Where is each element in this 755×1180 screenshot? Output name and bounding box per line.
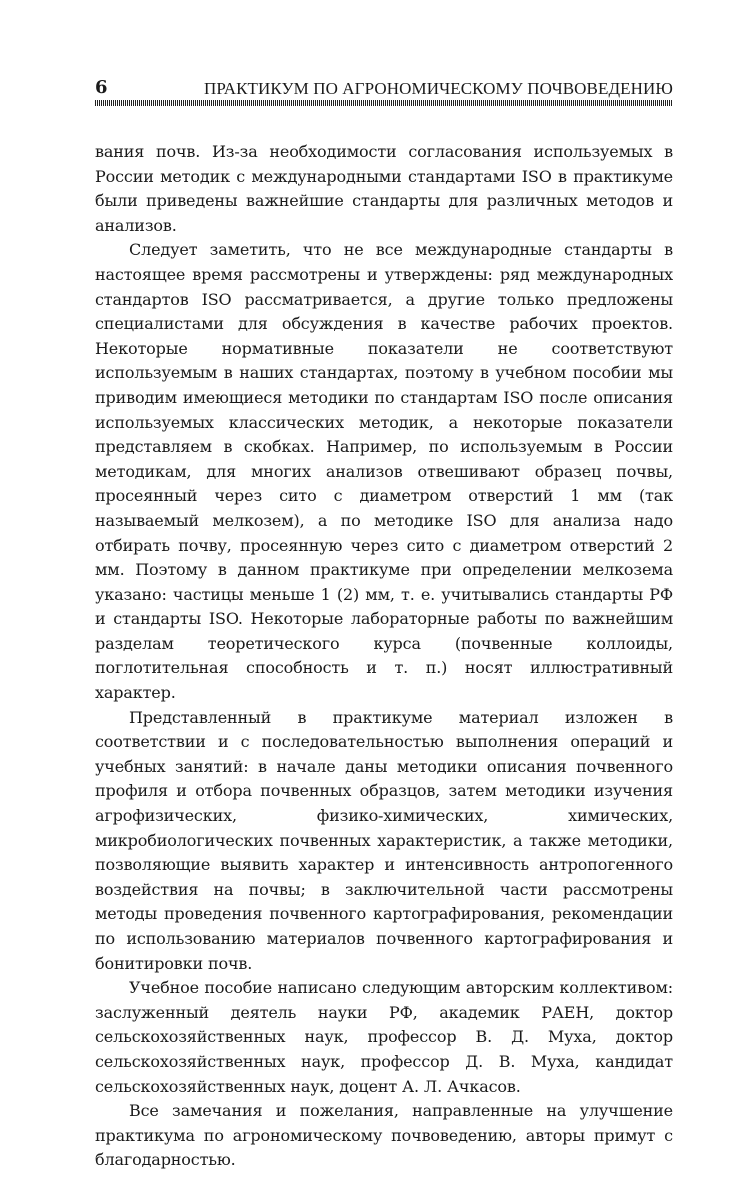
paragraph-authors: Учебное пособие написано следующим авторским коллективом: заслуженный деятель науки РФ, академик РАЕН, доктор сельскохозяйственных наук, профессор В. Д. Муха, доктор сельскохозяйственных наук, профессор Д. В. Муха, кандидат сельскохозяйственных наук, доцент А. Л. Ачкасов.	[95, 978, 673, 1096]
paragraph-acknowledgement: Все замечания и пожелания, направленные на улучшение практикума по агрономическому почвоведению, авторы примут с благодарностью.	[95, 1101, 673, 1170]
page-header	[95, 76, 673, 104]
paragraph-iso-standards: Следует заметить, что не все международные стандарты в настоящее время рассмотрены и утверждены: ряд международных стандартов ISO рассматривается, а другие только предложены специалистами для обсуждения в качестве рабочих проектов. Некоторые нормативные показатели не соответствуют используемым в наших стандартах, поэтому в учебном пособии мы приводим имеющиеся методики по стандартам ISO после описания используемых классических методик, а некоторые показатели представляем в скобках. Например, по используемым в России методикам, для многих анализов отвешивают образец почвы, просеянный через сито с диаметром отверстий 1 мм (так называемый мелкозем), а по методике ISO для анализа надо отбирать почву, просеянную через сито с диаметром отверстий 2 мм. Поэтому в данном практикуме при определении мелкозема указано: частицы меньше 1 (2) мм, т. е. учитывались стандарты РФ и стандарты ISO. Некоторые лабораторные работы по важнейшим разделам теоретического курса (почвенные коллоиды, поглотительная способность и т. п.) носят иллюстративный характер.	[95, 240, 673, 703]
header-rule	[95, 100, 673, 106]
paragraph-material-structure: Представленный в практикуме материал изложен в соответствии и с последовательностью выполнения операций и учебных занятий: в начале даны методики описания почвенного профиля и отбора почвенных образцов, затем методики изучения агрофизических, физико-химических, химических, микробиологических почвенных характеристик, а также методики, позволяющие выявить характер и интенсивность антропогенного воздействия на почвы; в заключительной части рассмотрены методы проведения почвенного картографирования, рекомендации по использованию материалов почвенного картографирования и бонитировки почв.	[95, 707, 673, 973]
body-text	[95, 140, 673, 1173]
running-title: ПРАКТИКУМ ПО АГРОНОМИЧЕСКОМУ ПОЧВОВЕДЕНИЮ	[203, 79, 673, 98]
page-number: 6	[95, 77, 108, 98]
paragraph-continuation: вания почв. Из-за необходимости согласования используемых в России методик с международными стандартами ISO в практикуме были приведены важнейшие стандарты для различных методов и анализов.	[95, 142, 673, 235]
